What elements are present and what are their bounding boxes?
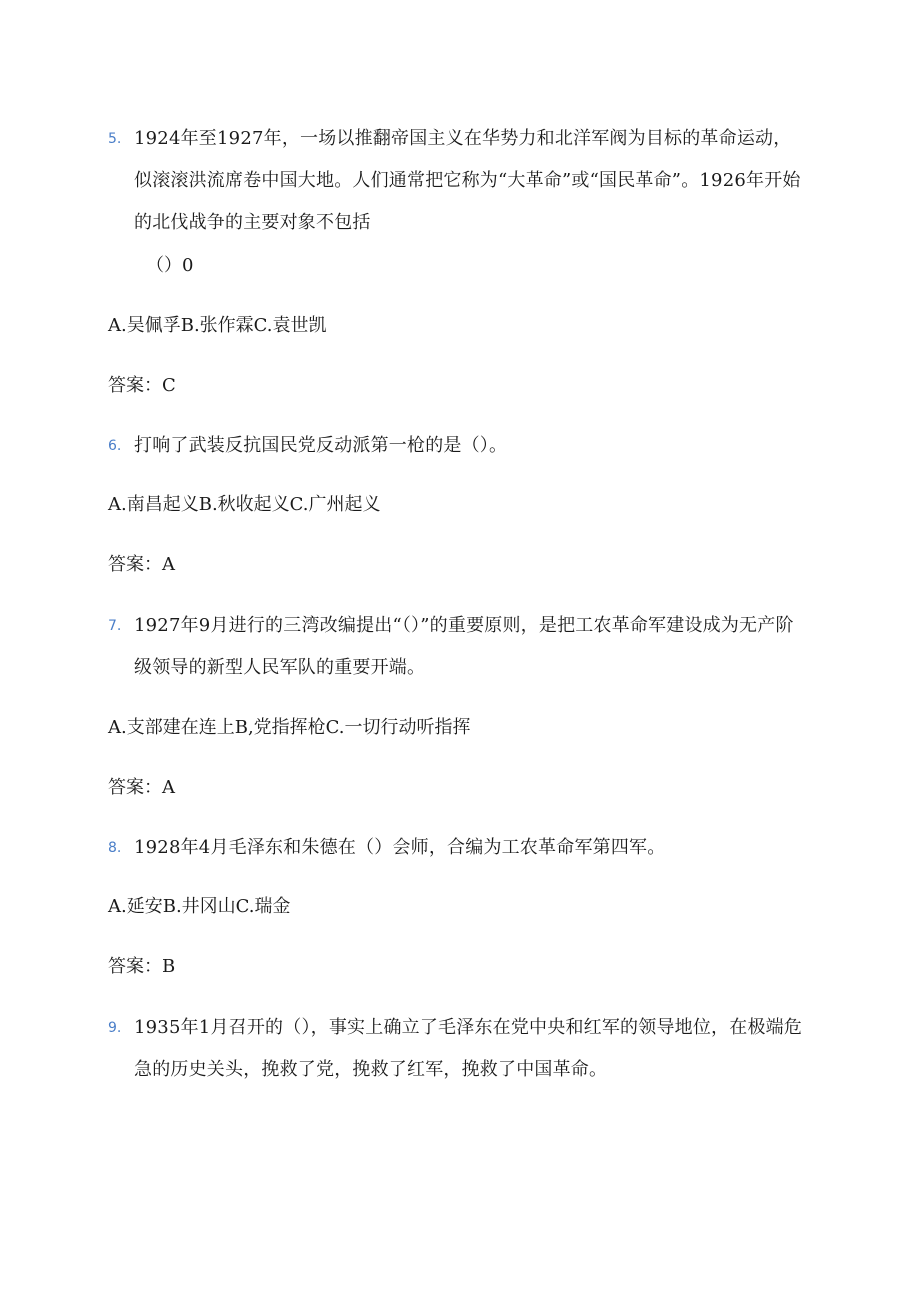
question-number: 8.	[108, 840, 122, 856]
question-text: 1924年至1927年，一场以推翻帝国主义在华势力和北洋军阀为目标的革命运动，似滚滚洪流席卷中国大地。人们通常把它称为“大革命”或“国民革命”。1926年开始的北伐战争的主要对象不包括	[134, 128, 801, 233]
question-6	[108, 425, 808, 467]
question-answer: 答案：B	[108, 956, 176, 977]
question-text: 打响了武装反抗国民党反动派第一枪的是（）。	[134, 435, 508, 456]
question-number: 7.	[108, 618, 122, 634]
question-answer: 答案：A	[108, 554, 175, 575]
answer-blank: （）0	[146, 255, 194, 276]
question-8	[108, 827, 808, 869]
question-number: 9.	[108, 1020, 122, 1036]
question-options: A.南昌起义B.秋收起义C.广州起义	[108, 494, 381, 515]
question-9	[108, 1007, 808, 1091]
question-text: 1928年4月毛泽东和朱德在（）会师，合编为工农革命军第四军。	[134, 837, 666, 858]
question-number: 6.	[108, 438, 122, 454]
question-options: A.支部建在连上B,党指挥枪C.一切行动听指挥	[108, 717, 471, 738]
question-7	[108, 605, 808, 689]
question-answer: 答案：A	[108, 777, 175, 798]
question-5	[108, 118, 808, 244]
question-options: A.延安B.井冈山C.瑞金	[108, 896, 291, 917]
question-options: A.吴佩孚B.张作霖C.袁世凯	[108, 315, 327, 336]
question-text: 1935年1月召开的（），事实上确立了毛泽东在党中央和红军的领导地位，在极端危急的历史关头，挽救了党，挽救了红军，挽救了中国革命。	[134, 1017, 803, 1080]
question-answer: 答案：C	[108, 375, 176, 396]
question-text: 1927年9月进行的三湾改编提出“（）”的重要原则，是把工农革命军建设成为无产阶级领导的新型人民军队的重要开端。	[134, 615, 794, 678]
question-number: 5.	[108, 131, 122, 147]
